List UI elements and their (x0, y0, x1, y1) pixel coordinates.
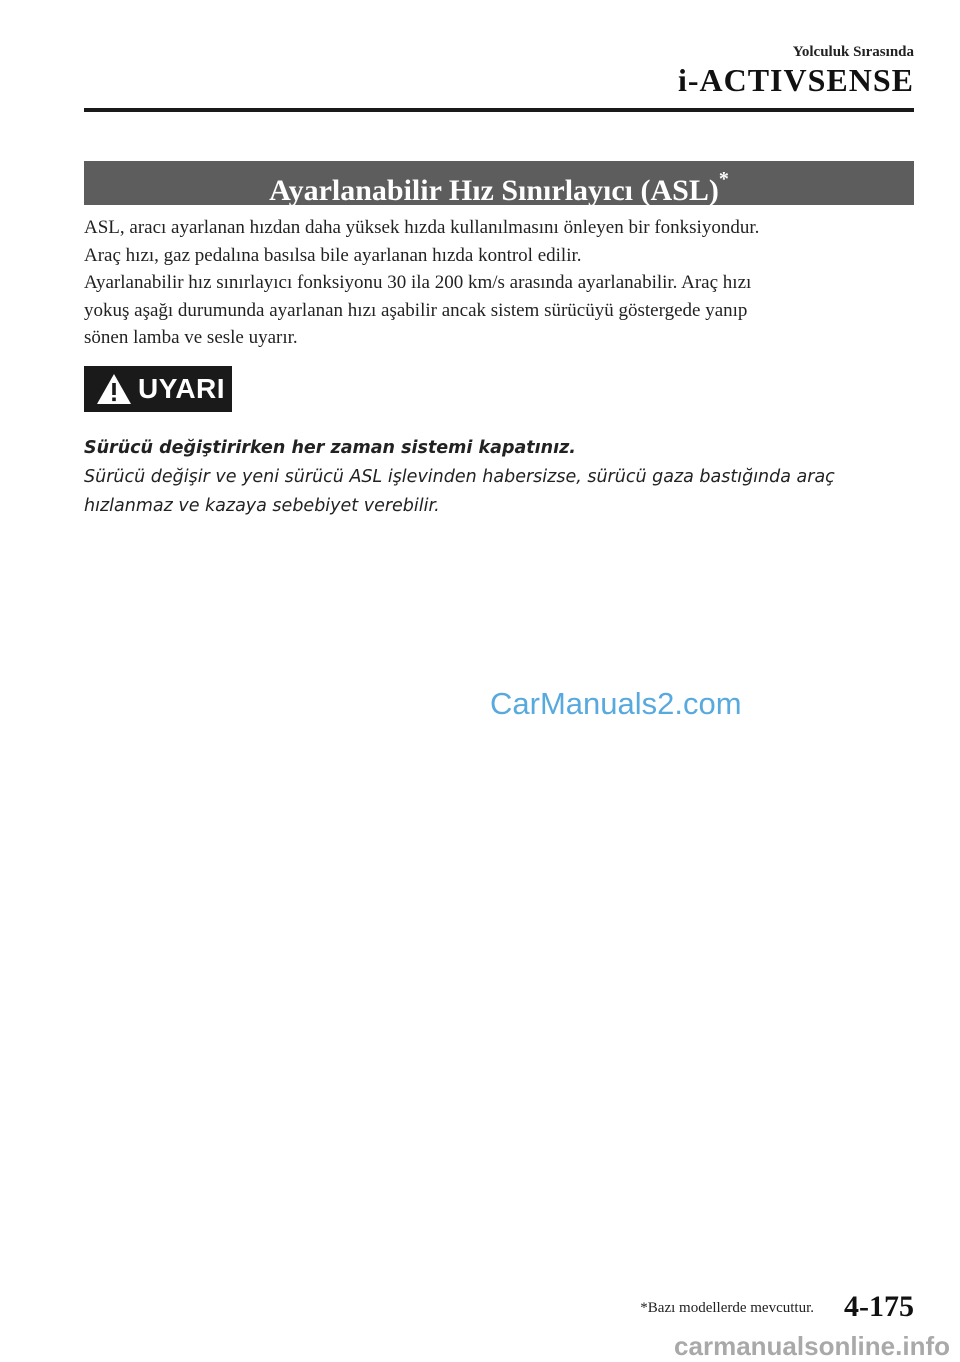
footnote-mark: * (718, 168, 729, 190)
page-title-bar (84, 161, 914, 205)
warning-heading: Sürücü değiştirirken her zaman sistemi kapatınız. (84, 438, 576, 458)
body-line: Ayarlanabilir hız sınırlayıcı fonksiyonu 30 ila 200 km/s arasında ayarlanabilir. Araç hızı (84, 272, 752, 293)
footer-watermark: carmanualsonline.info (674, 1331, 950, 1361)
footnote: *Bazı modellerde mevcuttur. (640, 1300, 814, 1316)
warning-line: Sürücü değişir ve yeni sürücü ASL işlevinden habersizse, sürücü gaza bastığında araç (84, 467, 835, 487)
warning-badge (84, 366, 232, 412)
warning-line: hızlanmaz ve kazaya sebebiyet verebilir. (84, 496, 440, 516)
body-line: yokuş aşağı durumunda ayarlanan hızı aşabilir ancak sistem sürücüyü göstergede yanıp (84, 299, 748, 321)
body-paragraph (84, 214, 914, 352)
warning-triangle-icon (96, 373, 132, 405)
page-title: Ayarlanabilir Hız Sınırlayıcı (ASL) (269, 174, 719, 207)
watermark-logo: CarManuals2.com (490, 686, 742, 721)
body-line: Araç hızı, gaz pedalına basılsa bile ayarlanan hızda kontrol edilir. (84, 244, 582, 266)
page-number: 4-175 (844, 1290, 914, 1323)
body-line: ASL, aracı ayarlanan hızdan daha yüksek hızda kullanılmasını önleyen bir fonksiyondur. (84, 217, 760, 238)
running-chapter-title: Yolculuk Sırasında (792, 44, 914, 60)
header-rule (84, 108, 914, 112)
warning-label: UYARI (138, 373, 226, 404)
running-section-title: i-ACTIVSENSE (677, 62, 914, 98)
body-line: sönen lamba ve sesle uyarır. (84, 327, 298, 348)
warning-text (84, 434, 914, 521)
